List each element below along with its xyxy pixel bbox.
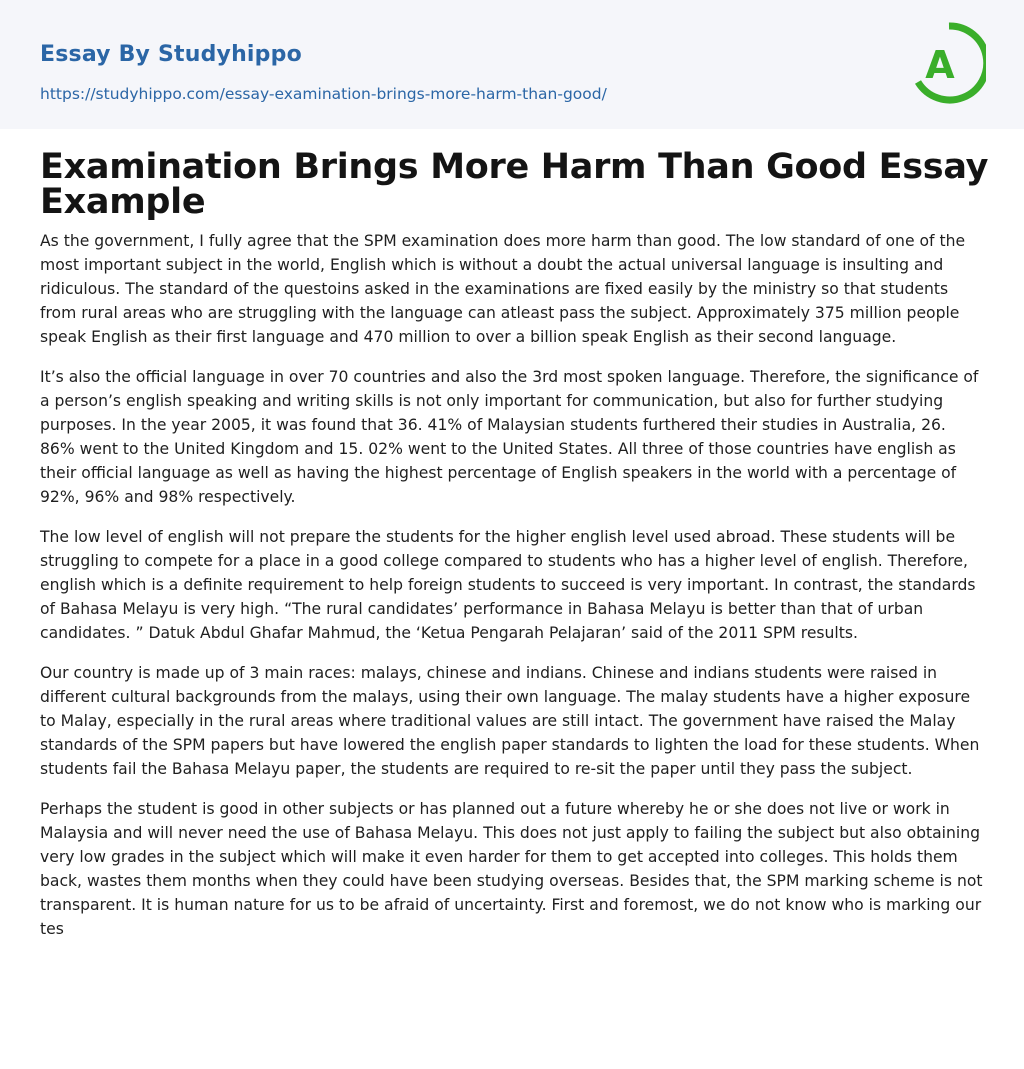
studyhippo-logo-icon[interactable]: [912, 20, 986, 106]
essay-paragraph: The low level of english will not prepare the students for the higher english level used abroad. These students will be struggling to compete for a place in a good college compared to students who has a higher level of english. Therefore, english which is a definite requirement to help foreign students to succeed is very important. In contrast, the standards of Bahasa Melayu is very high. “The rural candidates’ performance in Bahasa Melayu is better than that of urban candidates. ” Datuk Abdul Ghafar Mahmud, the ‘Ketua Pengarah Pelajaran’ said of the 2011 SPM results.: [40, 528, 976, 642]
page-header: [0, 0, 1024, 129]
essay-url-link[interactable]: https://studyhippo.com/essay-examination-brings-more-harm-than-good/: [40, 85, 607, 103]
essay-body: [40, 229, 984, 957]
essay-paragraph: Perhaps the student is good in other subjects or has planned out a future whereby he or she does not live or work in Malaysia and will never need the use of Bahasa Melayu. This does not just apply to failing the subject but also obtaining very low grades in the subject which will make it even harder for them to get accepted into colleges. This holds them back, wastes them months when they could have been studying overseas. Besides that, the SPM marking scheme is not transparent. It is human nature for us to be afraid of uncertainty. First and foremost, we do not know who is marking our tes: [40, 800, 983, 938]
site-name[interactable]: Essay By Studyhippo: [40, 42, 302, 67]
essay-paragraph: As the government, I fully agree that the SPM examination does more harm than good. The low standard of one of the most important subject in the world, English which is without a doubt the actual universal language is insulting and ridiculous. The standard of the questoins asked in the examinations are fixed easily by the ministry so that students from rural areas who are struggling with the language can atleast pass the subject. Approximately 375 million people speak English as their first language and 470 million to over a billion speak English as their second language.: [40, 232, 966, 346]
essay-paragraph: It’s also the official language in over 70 countries and also the 3rd most spoken language. Therefore, the significance of a person’s english speaking and writing skills is not only important for communication, but also for further studying purposes. In the year 2005, it was found that 36. 41% of Malaysian students furthered their studies in Australia, 26. 86% went to the United Kingdom and 15. 02% went to the United States. All three of those countries have english as their official language as well as having the highest percentage of English speakers in the world with a percentage of 92%, 96% and 98% respectively.: [40, 368, 979, 506]
logo-letter: A: [925, 43, 955, 87]
page-title: Examination Brings More Harm Than Good Essay Example: [40, 147, 989, 222]
essay-paragraph: Our country is made up of 3 main races: malays, chinese and indians. Chinese and indians students were raised in different cultural backgrounds from the malays, using their own language. The malay students have a higher exposure to Malay, especially in the rural areas where traditional values are still intact. The government have raised the Malay standards of the SPM papers but have lowered the english paper standards to lighten the load for these students. When students fail the Bahasa Melayu paper, the students are required to re-sit the paper until they pass the subject.: [40, 664, 980, 778]
